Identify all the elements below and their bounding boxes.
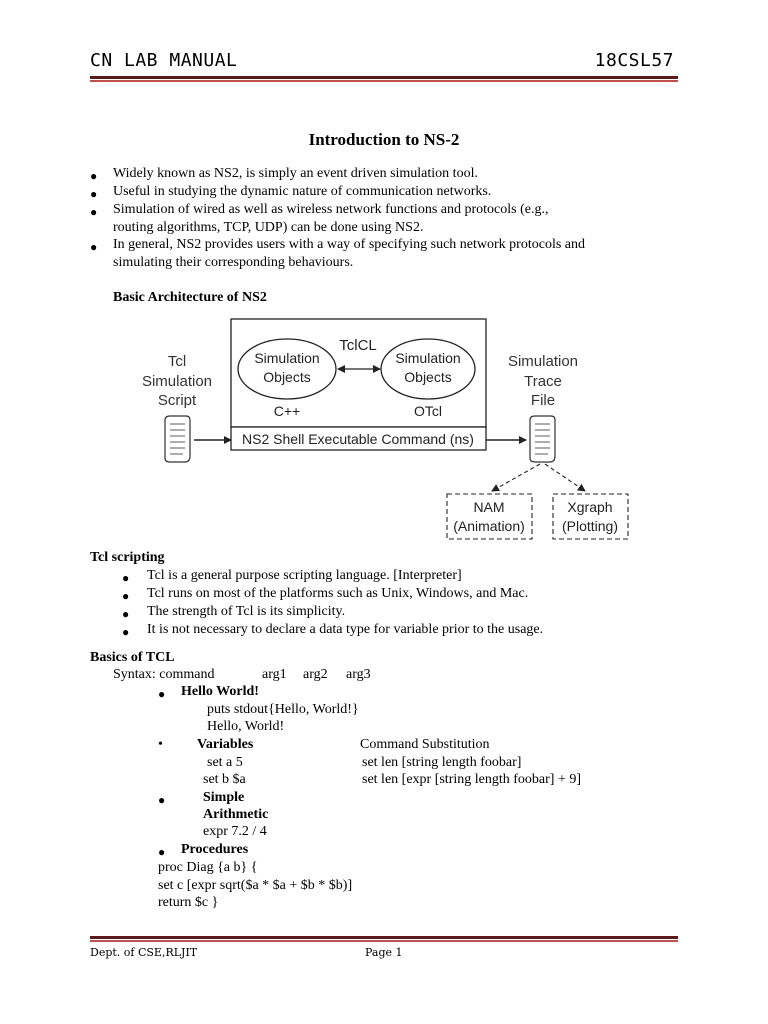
tcl-bullet-2: Tcl runs on most of the platforms such as Unix, Windows, and Mac. [147, 586, 529, 601]
trace-file-label-2: Trace [524, 373, 562, 390]
hello-world-heading: Hello World! [181, 684, 259, 699]
bullet-icon: • [158, 737, 163, 752]
arrow-trace-to-xgraph [545, 464, 585, 491]
bullet-icon: ● [90, 205, 98, 219]
variables-line-2: set b $a [203, 772, 246, 787]
bullet-icon: ● [122, 625, 130, 639]
nam-label-1: NAM [473, 499, 505, 515]
intro-bullet-3b: routing algorithms, TCP, UDP) can be done using NS2. [113, 220, 424, 235]
bullet-icon: ● [122, 571, 130, 585]
bullet-icon: ● [158, 687, 166, 701]
cpp-objects-label-1: Simulation [254, 350, 320, 366]
header-course-code: 18CSL57 [594, 50, 674, 71]
syntax-label: Syntax: command [113, 667, 215, 682]
arithmetic-code: expr 7.2 / 4 [203, 824, 267, 839]
otcl-objects-label-1: Simulation [395, 350, 461, 366]
syntax-arg2: arg2 [303, 667, 328, 682]
proc-line-1: proc Diag {a b} { [158, 860, 258, 875]
bullet-icon: ● [90, 169, 98, 183]
syntax-arg1: arg1 [262, 667, 287, 682]
xgraph-label-1: Xgraph [567, 499, 613, 515]
intro-bullet-2: Useful in studying the dynamic nature of communication networks. [113, 184, 492, 199]
proc-line-2: set c [expr sqrt($a * $a + $b * $b)] [158, 878, 353, 893]
intro-bullet-4b: simulating their corresponding behaviours. [113, 255, 354, 270]
cpp-objects-label-2: Objects [263, 369, 311, 385]
variables-line-1: set a 5 [207, 755, 243, 770]
tcl-bullet-3: The strength of Tcl is its simplicity. [147, 604, 346, 619]
tcl-bullet-4: It is not necessary to declare a data type for variable prior to the usage. [147, 622, 544, 637]
footer-page-number: Page 1 [365, 946, 403, 959]
tclcl-label: TclCL [339, 337, 377, 354]
tcl-script-label-2: Simulation [141, 373, 213, 390]
otcl-objects-label-2: Objects [404, 369, 452, 385]
tcl-bullet-1: Tcl is a general purpose scripting language. [Interpreter] [147, 568, 462, 583]
trace-scroll-icon [530, 416, 555, 462]
basics-heading: Basics of TCL [90, 650, 175, 665]
simple-heading: Simple [203, 790, 245, 805]
otcl-label: OTcl [414, 403, 442, 419]
bullet-icon: ● [122, 589, 130, 603]
command-substitution-line-2: set len [expr [string length foobar] + 9] [362, 772, 581, 787]
bullet-icon: ● [158, 845, 166, 859]
syntax-arg3: arg3 [346, 667, 371, 682]
ns2-shell-label: NS2 Shell Executable Command (ns) [242, 431, 474, 447]
page-title: Introduction to NS-2 [308, 130, 460, 149]
arithmetic-heading: Arithmetic [203, 807, 269, 822]
footer-department: Dept. of CSE,RLJIT [90, 946, 198, 959]
bullet-icon: ● [158, 793, 166, 807]
command-substitution-line-1: set len [string length foobar] [362, 755, 522, 770]
xgraph-label-2: (Plotting) [561, 518, 619, 534]
trace-file-label-1: Simulation [507, 353, 579, 370]
intro-bullet-1: Widely known as NS2, is simply an event driven simulation tool. [113, 166, 478, 181]
command-substitution-heading: Command Substitution [360, 737, 490, 752]
intro-bullet-3a: Simulation of wired as well as wireless network functions and protocols (e.g., [113, 202, 549, 217]
tcl-script-label-1: Tcl [167, 353, 187, 370]
tcl-scripting-heading: Tcl scripting [90, 550, 165, 565]
header-title: CN LAB MANUAL [90, 50, 238, 71]
nam-label-2: (Animation) [453, 518, 525, 534]
variables-heading: Variables [197, 737, 254, 752]
footer-rule-red [90, 940, 678, 942]
proc-line-3: return $c } [158, 895, 219, 910]
trace-file-label-3: File [530, 392, 556, 409]
footer-rule-dark [90, 936, 678, 939]
intro-bullet-4a: In general, NS2 provides users with a way of specifying such network protocols and [113, 237, 586, 252]
tcl-script-label-3: Script [157, 392, 197, 409]
arch-heading: Basic Architecture of NS2 [113, 290, 267, 305]
hello-world-output: Hello, World! [207, 719, 285, 734]
arrow-trace-to-nam [492, 464, 540, 491]
bullet-icon: ● [90, 187, 98, 201]
bullet-icon: ● [90, 240, 98, 254]
cpp-label: C++ [273, 403, 301, 419]
bullet-icon: ● [122, 607, 130, 621]
script-scroll-icon [165, 416, 190, 462]
hello-world-code: puts stdout{Hello, World!} [207, 702, 359, 717]
procedures-heading: Procedures [181, 842, 249, 857]
